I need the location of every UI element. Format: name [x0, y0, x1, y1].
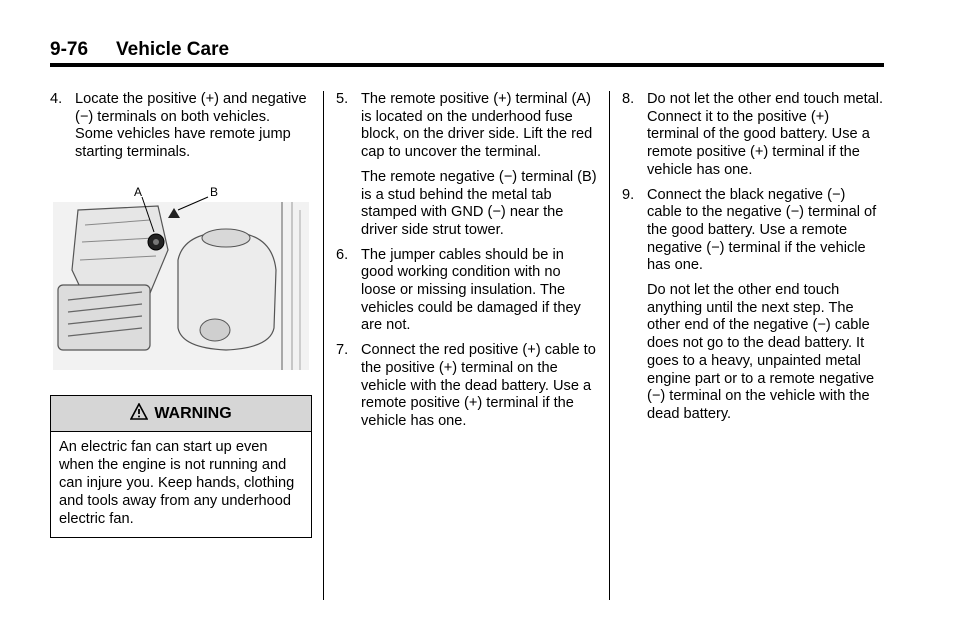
step-text: The remote positive (+) terminal (A) is located on the underhood fuse block, on the driver side. Lift the red cap to uncover the terminal.	[361, 91, 593, 161]
step-number: 9.	[622, 186, 635, 203]
callout-a: A	[134, 185, 143, 199]
page-number: 9-76	[50, 39, 89, 60]
column-divider	[323, 91, 324, 600]
step-number: 6.	[336, 246, 349, 263]
step-9-continuation: Do not let the other end touch anything until the next step. The other end of the negative (−) cable does not go to the dead battery. It goes to a heavy, unpainted metal engine part or to a remote negative (−) terminal on the vehicle with the dead battery.	[647, 282, 875, 422]
step-9	[622, 187, 884, 276]
step-text: The jumper cables should be in good working condition with no loose or missing insulation. The vehicles could be damaged if they are not.	[361, 246, 581, 334]
step-7	[336, 342, 598, 431]
column-2	[336, 91, 598, 438]
step-text: Connect the black negative (−) cable to the negative (−) terminal of the good battery. Use a remote negative (−) terminal if the vehicle has one.	[647, 186, 877, 274]
warning-title: WARNING	[154, 404, 232, 422]
step-4	[50, 91, 312, 162]
engine-compartment-illustration	[50, 180, 312, 370]
page-header	[50, 38, 884, 67]
warning-box	[50, 395, 312, 538]
step-6	[336, 247, 598, 336]
column-3	[622, 91, 884, 431]
section-title: Vehicle Care	[116, 39, 230, 60]
step-number: 8.	[622, 91, 635, 107]
warning-text: An electric fan can start up even when the engine is not running and can injure you. Keep hands, clothing and tools away from any underhood electric fan.	[59, 439, 295, 527]
column-divider	[609, 91, 610, 600]
step-5	[336, 91, 598, 162]
step-number: 5.	[336, 91, 349, 107]
header-rule	[50, 63, 884, 67]
step-text: Locate the positive (+) and negative (−) terminals on both vehicles. Some vehicles have remote jump starting terminals.	[75, 91, 307, 161]
callout-b: B	[210, 185, 219, 199]
step-number: 4.	[50, 91, 63, 107]
step-8	[622, 91, 884, 180]
step-5-continuation: The remote negative (−) terminal (B) is a stud behind the metal tab stamped with GND (−) near the driver side strut tower.	[361, 168, 597, 238]
warning-icon	[130, 403, 148, 425]
step-text: Do not let the other end touch metal. Connect it to the positive (+) terminal of the good battery. Use a remote positive (+) terminal if the vehicle has one.	[647, 91, 884, 178]
step-number: 7.	[336, 342, 349, 359]
column-1	[50, 91, 312, 169]
warning-header	[51, 396, 311, 432]
step-text: Connect the red positive (+) cable to the positive (+) terminal on the vehicle with the dead battery. Use a remote positive (+) terminal if the vehicle has one.	[361, 342, 596, 429]
